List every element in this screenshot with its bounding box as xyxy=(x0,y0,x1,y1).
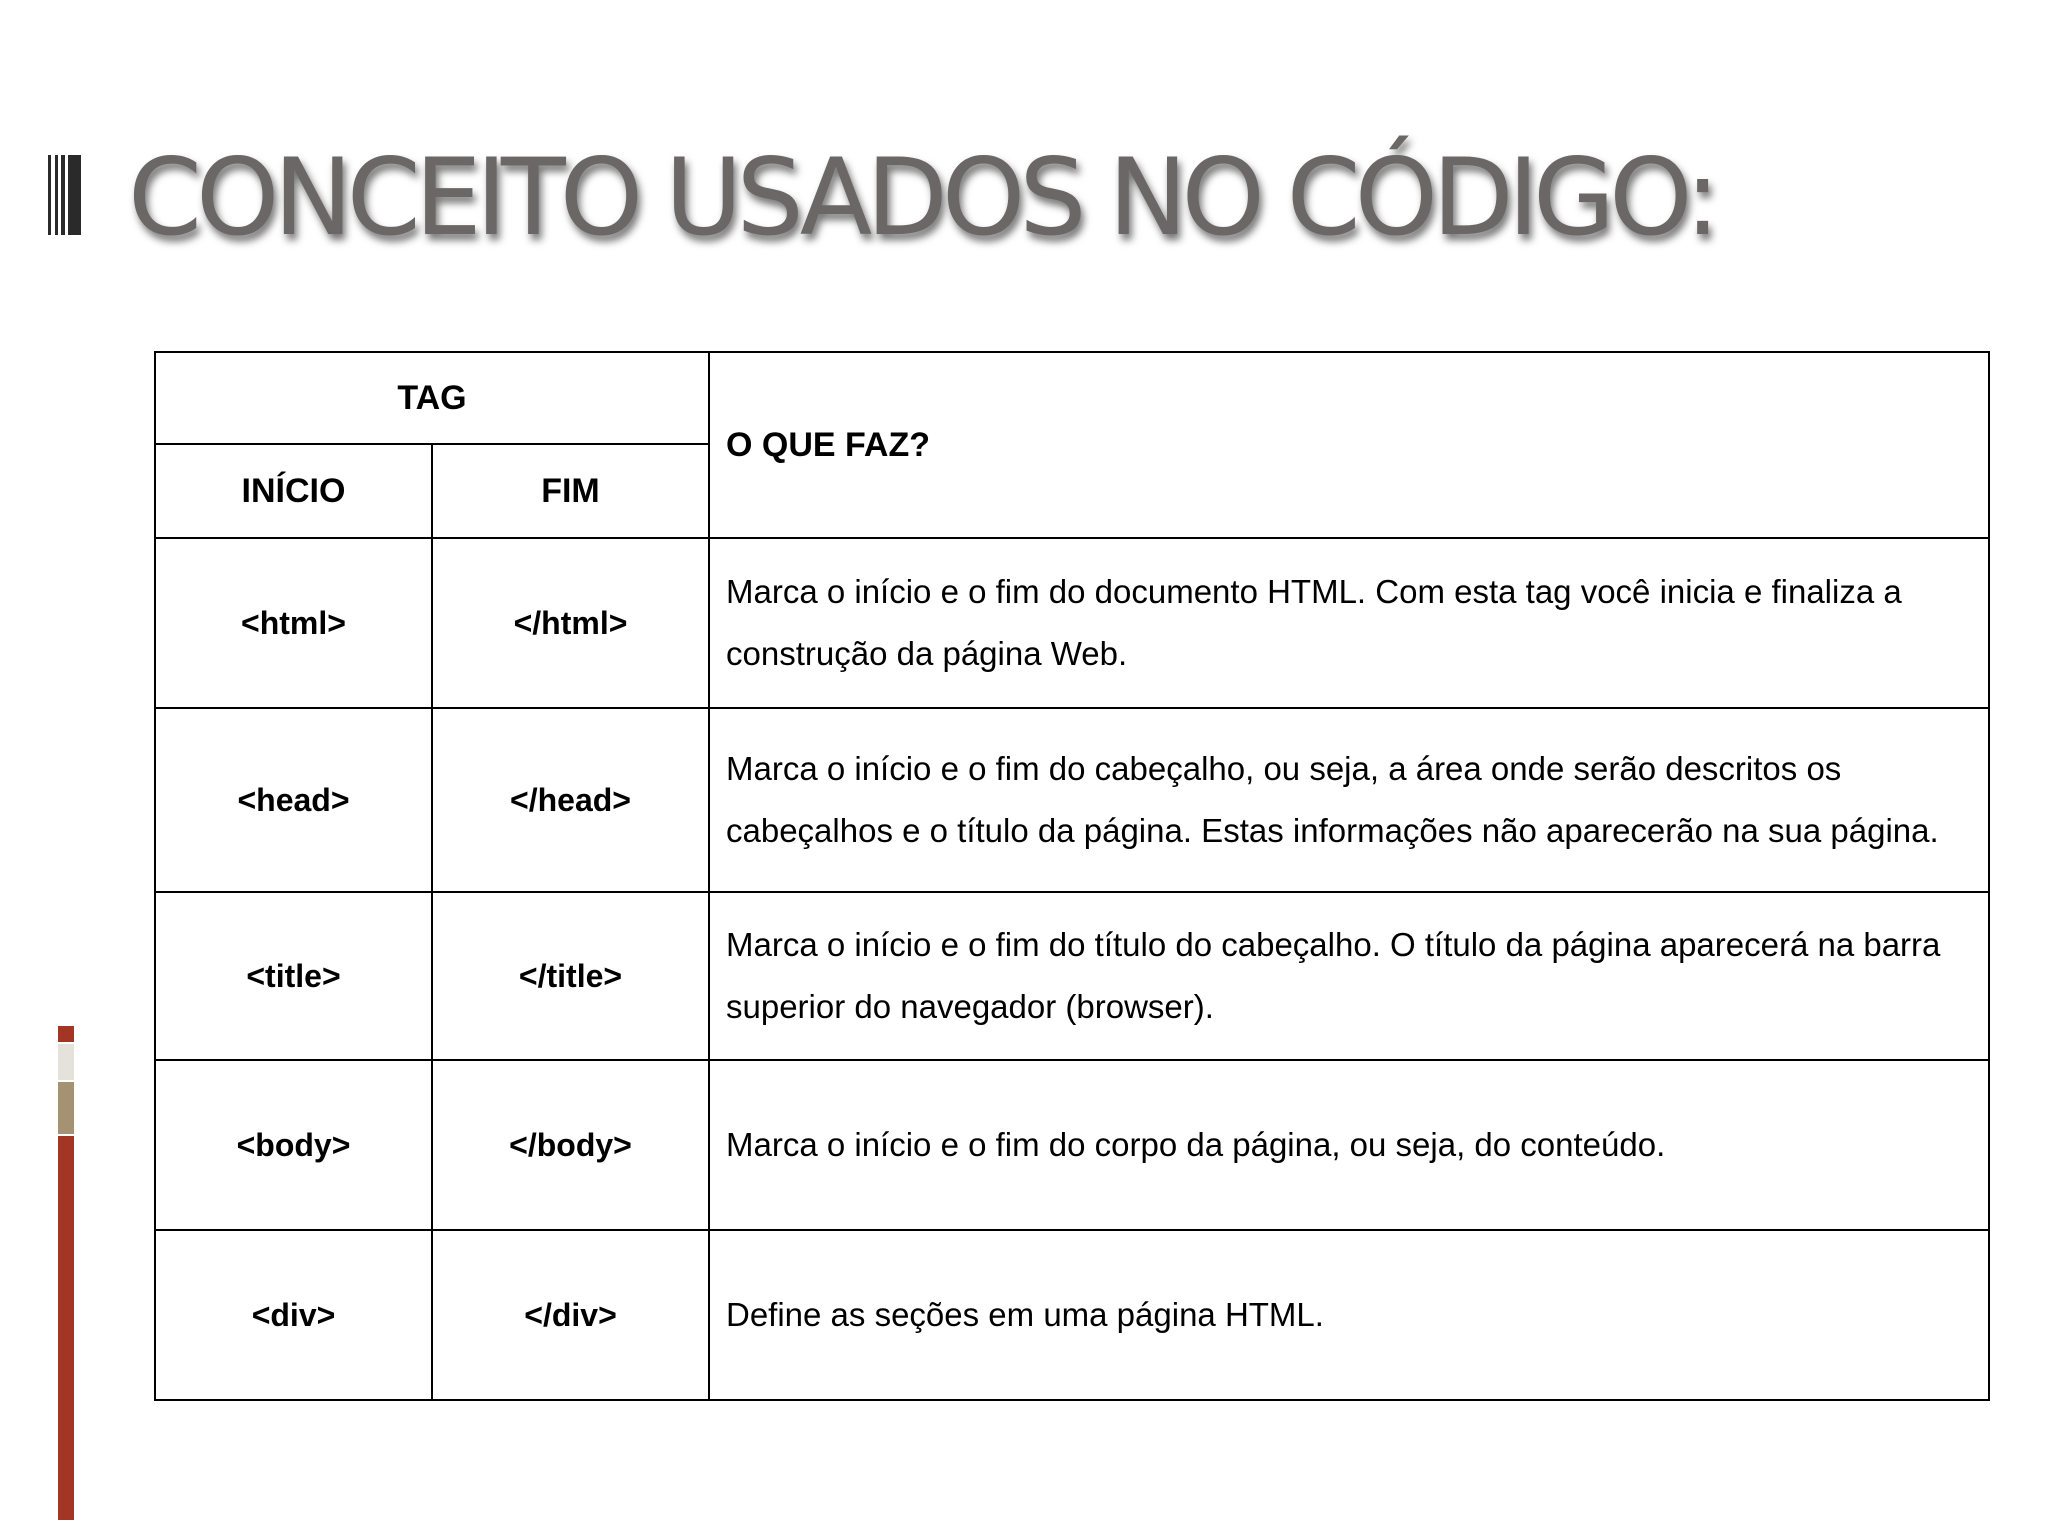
start-tag-cell: <div> xyxy=(155,1230,432,1400)
header-tag: TAG xyxy=(155,352,709,444)
table-row xyxy=(155,1060,1989,1230)
description-cell: Marca o início e o fim do documento HTML. Com esta tag você inicia e finaliza a construção da página Web. xyxy=(709,538,1989,708)
header-fim: FIM xyxy=(432,444,709,538)
title-accent-bar xyxy=(68,155,81,235)
end-tag-cell: </html> xyxy=(432,538,709,708)
description-cell: Marca o início e o fim do cabeçalho, ou seja, a área onde serão descritos os cabeçalhos e o título da página. Estas informações não aparecerão na sua página. xyxy=(709,708,1989,892)
description-cell: Marca o início e o fim do título do cabeçalho. O título da página aparecerá na barra superior do navegador (browser). xyxy=(709,892,1989,1060)
header-desc: O QUE FAZ? xyxy=(709,352,1989,538)
start-tag-cell: <head> xyxy=(155,708,432,892)
title-accent-bar xyxy=(61,155,65,235)
start-tag-cell: <html> xyxy=(155,538,432,708)
start-tag-cell: <title> xyxy=(155,892,432,1060)
start-tag-cell: <body> xyxy=(155,1060,432,1230)
end-tag-cell: </head> xyxy=(432,708,709,892)
strip-segment-red-small xyxy=(58,1026,74,1042)
left-decorative-strip xyxy=(58,1026,74,1520)
table-row xyxy=(155,538,1989,708)
title-accent-bar xyxy=(55,155,58,235)
strip-segment-tan xyxy=(58,1082,74,1134)
end-tag-cell: </title> xyxy=(432,892,709,1060)
html-tags-table xyxy=(154,351,1990,1401)
end-tag-cell: </div> xyxy=(432,1230,709,1400)
title-accent-bars xyxy=(48,155,81,235)
header-inicio: INÍCIO xyxy=(155,444,432,538)
strip-segment-light xyxy=(58,1044,74,1080)
description-cell: Marca o início e o fim do corpo da página, ou seja, do conteúdo. xyxy=(709,1060,1989,1230)
table-row xyxy=(155,708,1989,892)
table-header-row xyxy=(155,352,1989,444)
table-row xyxy=(155,892,1989,1060)
strip-segment-red-long xyxy=(58,1136,74,1520)
slide-title: CONCEITO USADOS NO CÓDIGO: xyxy=(128,136,1715,259)
table-row xyxy=(155,1230,1989,1400)
end-tag-cell: </body> xyxy=(432,1060,709,1230)
description-cell: Define as seções em uma página HTML. xyxy=(709,1230,1989,1400)
title-accent-bar xyxy=(48,155,51,235)
